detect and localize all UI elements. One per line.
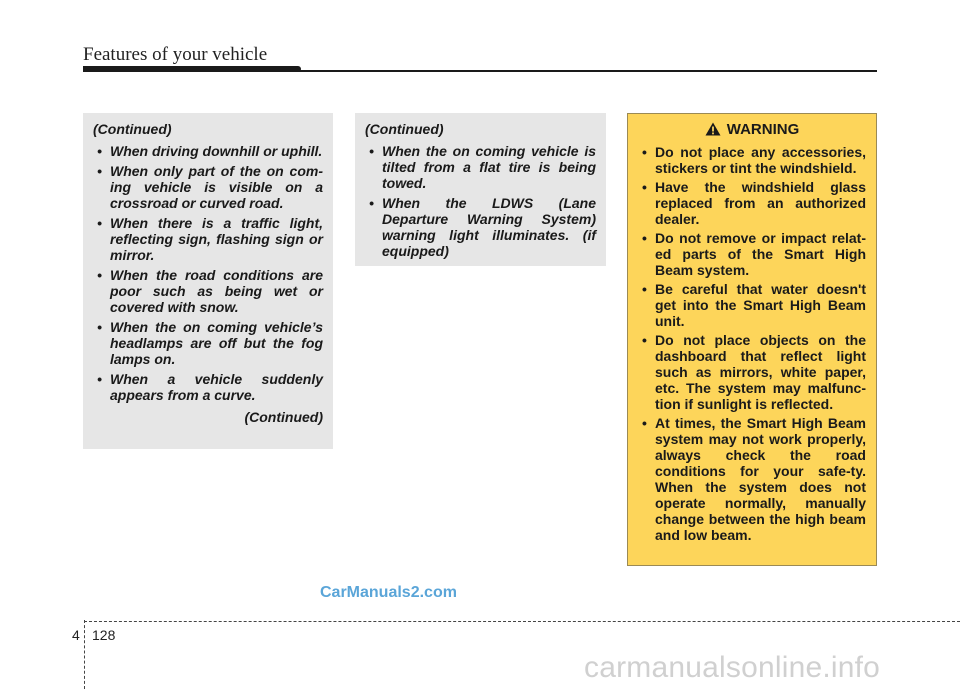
header-rule <box>83 70 877 72</box>
list-item: • Do not place objects on the dashboard that reflect light such as mirrors, white paper, etc. The system may malfunc-tion if sunlight is reflected. <box>638 332 866 412</box>
list-item: • When the on coming vehicle’s headlamps are off but the fog lamps on. <box>93 319 323 367</box>
list-item: • At times, the Smart High Beam system may not work properly, always check the road conditions for your safe-ty. When the system does not operate normally, manually change between the high beam and low beam. <box>638 415 866 543</box>
warning-list <box>638 144 866 543</box>
warning-title: WARNING <box>726 121 800 138</box>
site-watermark: carmanualsonline.info <box>584 651 881 684</box>
list-item: • Have the windshield glass replaced from an authorized dealer. <box>638 179 866 227</box>
continued-label-bottom: (Continued) <box>244 409 323 425</box>
continued-label-top: (Continued) <box>365 121 444 137</box>
list-item: • When a vehicle suddenly appears from a curve. <box>93 371 323 403</box>
warning-box <box>627 113 877 566</box>
continued-note-box-2 <box>355 113 606 266</box>
page-header-title: Features of your vehicle <box>83 44 268 65</box>
continued-label-top: (Continued) <box>93 121 172 137</box>
list-item: • Be careful that water doesn't get into the Smart High Beam unit. <box>638 281 866 329</box>
warning-triangle-icon <box>705 122 721 140</box>
list-item: • When only part of the on com-ing vehicle is visible on a crossroad or curved road. <box>93 163 323 211</box>
condition-list-2 <box>365 143 596 259</box>
list-item: • When there is a traffic light, reflecting sign, flashing sign or mirror. <box>93 215 323 263</box>
list-item: • When driving downhill or uphill. <box>93 143 323 159</box>
list-item: • When the road conditions are poor such as being wet or covered with snow. <box>93 267 323 315</box>
footer-vertical-divider <box>84 620 85 689</box>
carmanuals-watermark-link[interactable]: CarManuals2.com <box>320 584 457 601</box>
condition-list-1 <box>93 143 323 403</box>
list-item: • When the on coming vehicle is tilted from a flat tire is being towed. <box>365 143 596 191</box>
list-item: • When the LDWS (Lane Departure Warning System) warning light illuminates. (if equipped) <box>365 195 596 259</box>
warning-heading <box>638 122 866 140</box>
continued-note-box-1 <box>83 113 333 449</box>
list-item: • Do not place any accessories, stickers or tint the windshield. <box>638 144 866 176</box>
list-item: • Do not remove or impact relat-ed parts of the Smart High Beam system. <box>638 230 866 278</box>
footer-horizontal-divider <box>84 621 960 622</box>
chapter-number: 4 <box>72 627 80 643</box>
page-number: 128 <box>92 627 116 643</box>
